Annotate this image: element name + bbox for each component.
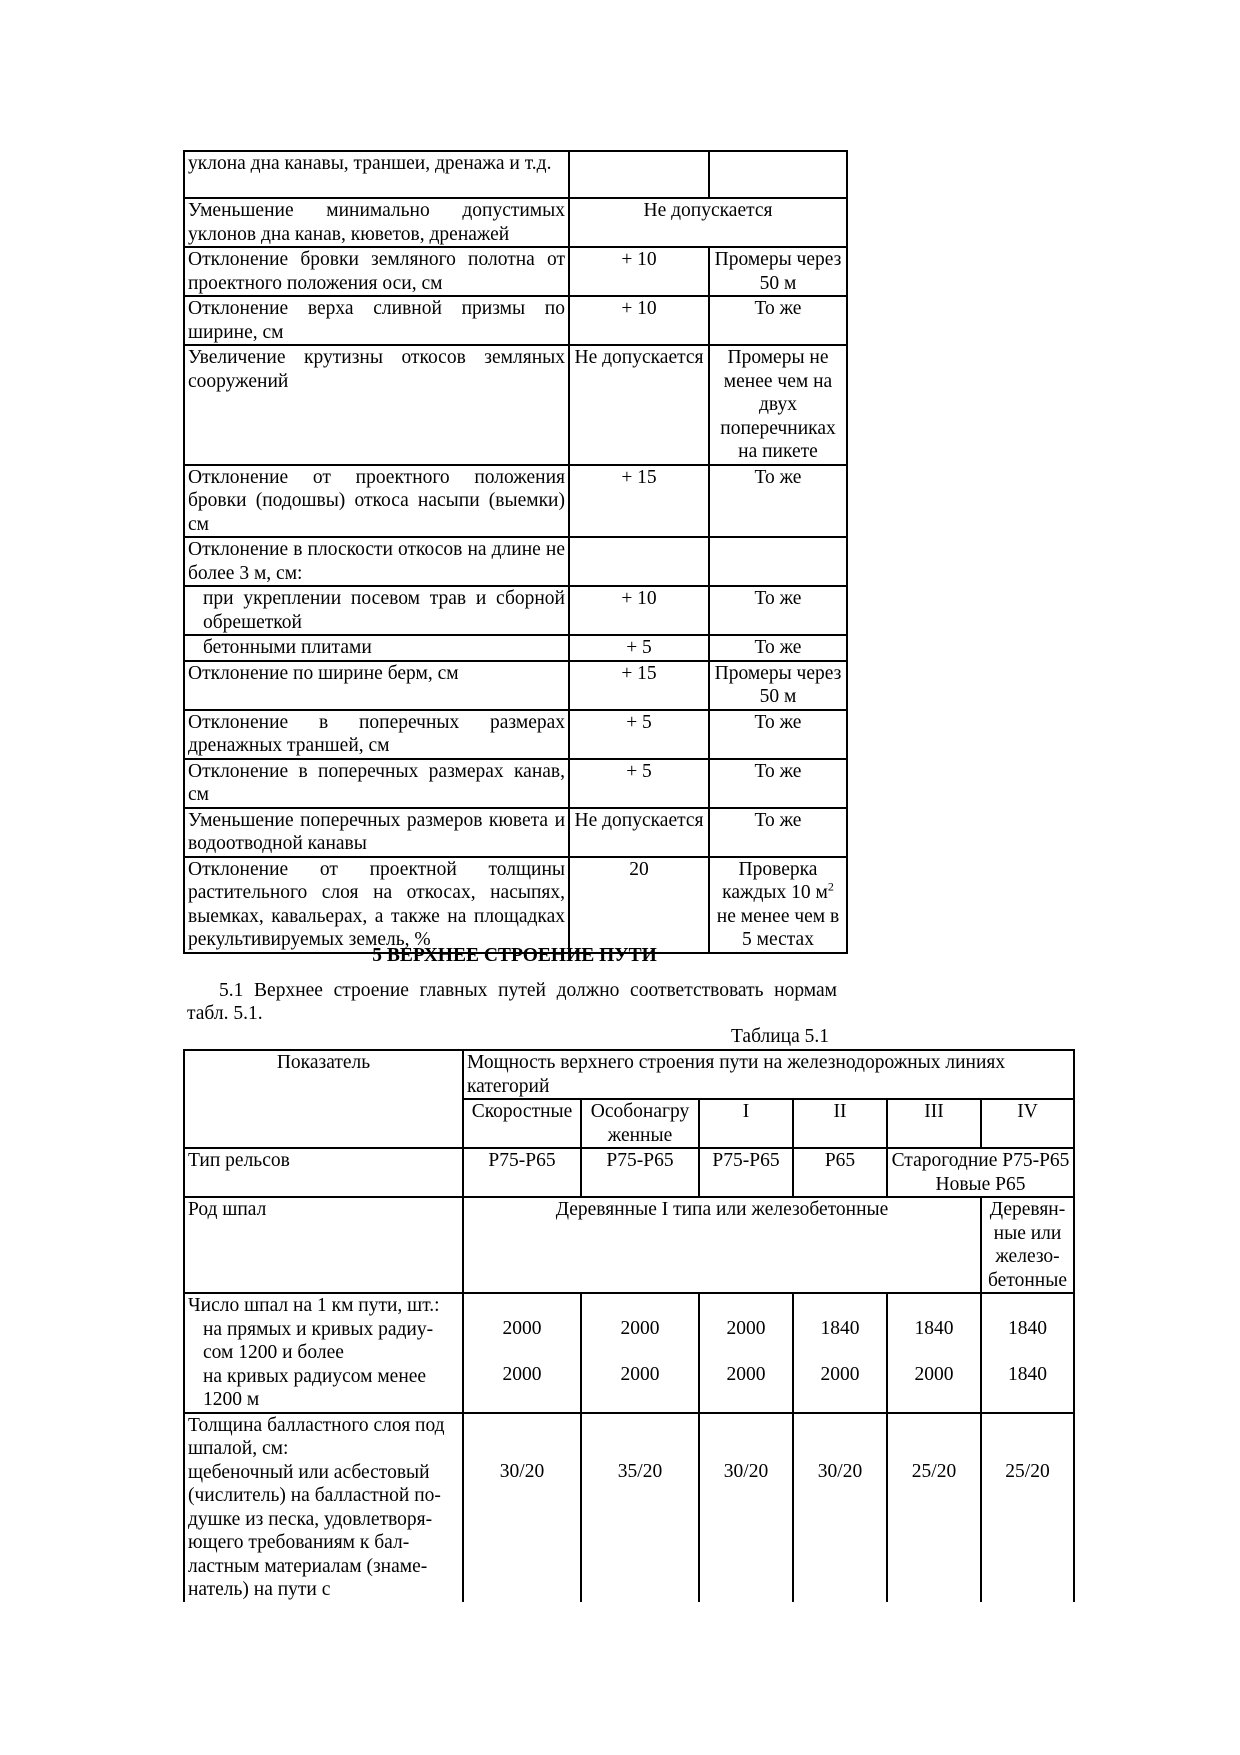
table-row [184,1413,1074,1602]
table-cell [699,1293,793,1413]
table-row [184,1148,1074,1197]
row-sublabel: на кривых радиусом менее 1200 м [203,1365,427,1410]
table-row [184,247,847,296]
table-cell: То же [709,635,847,661]
table-cell [793,1293,887,1413]
table-cell: Не допускается [569,808,709,857]
table-cell: + 15 [569,661,709,710]
table-cell: Р65 [793,1148,887,1197]
table-cell [184,1293,463,1413]
table-cell: Деревян-ные или железо-бетонные [981,1197,1074,1293]
cell-value: 30/20 [817,1460,863,1482]
cell-value: 25/20 [911,1460,957,1482]
table-cell [184,1413,463,1602]
table-cell [709,151,847,198]
table-row [184,1293,1074,1413]
table-cell [981,1293,1074,1413]
table-cell [581,1293,699,1413]
cell-value: 1840 [1008,1364,1047,1385]
cell-value: 2000 [820,1364,860,1385]
cell-text: Проверка каждых 10 м [722,858,828,903]
table-cell: Не допускается [569,198,847,247]
table-cell [463,1293,581,1413]
table-cell: Р75-Р65 [463,1148,581,1197]
table-row [184,586,847,635]
cell-value: 2000 [620,1318,660,1339]
table-cell: Отклонение в поперечных размерах канав, см [184,759,569,808]
table-row [184,1197,1074,1293]
table-cell: Увеличение крутизны откосов земляных сооружений [184,345,569,465]
cell-value: 1840 [820,1318,860,1339]
row-sublabel: на прямых и кривых радиу-сом 1200 и более [203,1318,434,1363]
tolerances-table [183,150,848,954]
table-cell [699,1413,793,1602]
table-cell [709,537,847,586]
cell-value: 1840 [1008,1318,1047,1339]
superscript: 2 [827,879,834,894]
table-header-cell: I [699,1099,793,1148]
table-cell [887,1413,981,1602]
section-heading: 5 ВЕРХНЕЕ СТРОЕНИЕ ПУТИ [372,945,657,966]
table-row [184,808,847,857]
table-cell: Уменьшение поперечных размеров кювета и водоотводной канавы [184,808,569,857]
table-cell: То же [709,710,847,759]
table-cell: 20 [569,857,709,953]
table-row [184,710,847,759]
row-label: Число шпал на 1 км пути, шт.: [188,1295,440,1316]
table-cell: + 10 [569,586,709,635]
cell-value: 35/20 [617,1460,663,1482]
table-cell: + 15 [569,465,709,538]
cell-value: 2000 [726,1364,766,1385]
table-header-cell: Мощность верхнего строения пути на железнодорожных линиях категорий [463,1050,1074,1099]
table-header-cell: II [793,1099,887,1148]
table-cell [709,857,847,953]
table-cell: Старогодние Р75-Р65 Новые Р65 [887,1148,1074,1197]
table-row [184,537,847,586]
table-row [184,296,847,345]
table-cell: Промеры через 50 м [709,661,847,710]
cell-value: 2000 [502,1364,542,1385]
table-cell [463,1413,581,1602]
table-cell [581,1413,699,1602]
table-cell: То же [709,296,847,345]
cell-value: 30/20 [723,1460,769,1482]
table-cell: при укреплении посевом трав и сборной обрешеткой [184,586,569,635]
table-row [184,345,847,465]
table-cell: Деревянные I типа или железобетонные [463,1197,981,1293]
cell-value: 1840 [914,1318,954,1339]
table-header-cell: Показатель [184,1050,463,1148]
table-cell [887,1293,981,1413]
table-cell: + 5 [569,759,709,808]
table-cell [569,151,709,198]
table-cell: Род шпал [184,1197,463,1293]
table-cell: уклона дна канавы, траншеи, дренажа и т.д. [184,151,569,198]
cell-value: 2000 [620,1364,660,1385]
table-cell: То же [709,759,847,808]
table-cell: Р75-Р65 [581,1148,699,1197]
table-cell: + 5 [569,635,709,661]
table-cell: бетонными плитами [184,635,569,661]
table-row [184,759,847,808]
cell-value: 25/20 [1005,1460,1050,1482]
table-cell: То же [709,465,847,538]
table-cell: Р75-Р65 [699,1148,793,1197]
table-cell: Отклонение в плоскости откосов на длине не более 3 м, см: [184,537,569,586]
table-cell: Отклонение от проектного положения бровки (подошвы) откоса насыпи (выемки) см [184,465,569,538]
table-cell: Промеры не менее чем на двух поперечниках на пикете [709,345,847,465]
table-cell: Отклонение в поперечных размерах дренажных траншей, см [184,710,569,759]
table-header-cell: Особонагру женные [581,1099,699,1148]
cell-value: 2000 [502,1318,542,1339]
table-cell [981,1413,1074,1602]
table-row [184,151,847,198]
table-cell: Отклонение по ширине берм, см [184,661,569,710]
table-cell: Уменьшение минимально допустимых уклонов дна канав, кюветов, дренажей [184,198,569,247]
table-row [184,465,847,538]
table-cell: Отклонение бровки земляного полотна от проектного положения оси, см [184,247,569,296]
table-header-cell: III [887,1099,981,1148]
table-row [184,198,847,247]
cell-value: 2000 [726,1318,766,1339]
body-paragraph: 5.1 Верхнее строение главных путей должно соответствовать нормам табл. 5.1. [187,980,837,1024]
table-cell: + 5 [569,710,709,759]
table-cell: Отклонение от проектной толщины растительного слоя на откосах, насыпях, выемках, кавальерах, а также на площадках рекультивируемых земель, % [184,857,569,953]
cell-text: не менее чем в 5 местах [716,905,840,950]
table-row [184,635,847,661]
table-cell [569,537,709,586]
table-cell: + 10 [569,247,709,296]
table-cell: То же [709,586,847,635]
cell-value: 2000 [914,1364,954,1385]
cell-value: 30/20 [499,1460,545,1482]
table-header-row [184,1050,1074,1099]
table-cell: Промеры через 50 м [709,247,847,296]
table-header-cell: IV [981,1099,1074,1148]
track-superstructure-table [183,1049,1075,1602]
table-row [184,857,847,953]
table-cell: Отклонение верха сливной призмы по ширине, см [184,296,569,345]
table-cell: Не допускается [569,345,709,465]
table-row [184,661,847,710]
table-cell: + 10 [569,296,709,345]
table-header-cell: Скоростные [463,1099,581,1148]
table-cell: То же [709,808,847,857]
table-cell: Тип рельсов [184,1148,463,1197]
table-caption: Таблица 5.1 [731,1026,830,1047]
table-cell [793,1413,887,1602]
row-label: Толщина балластного слоя под шпалой, см: [188,1414,445,1459]
row-sublabel: щебеночный или асбестовый (числитель) на балластной по-душке из песка, удовлетворя-ющего требованиям к бал-ластным материалам (знаме-натель) на пути с [188,1461,441,1600]
